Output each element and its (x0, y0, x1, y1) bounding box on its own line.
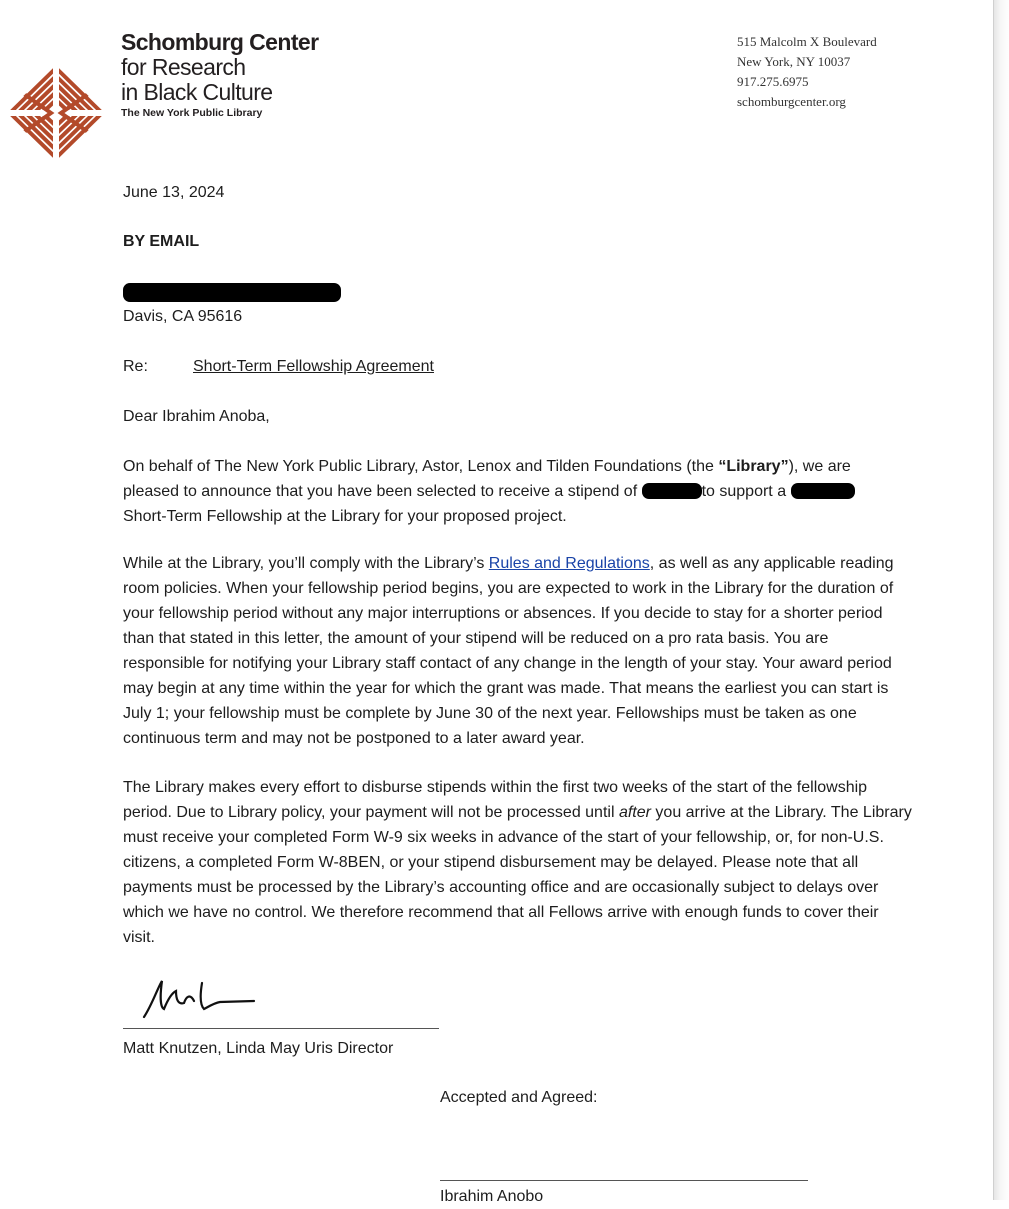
salutation: Dear Ibrahim Anoba, (123, 408, 270, 425)
p1-library-term: “Library” (718, 458, 789, 475)
p1-text-a: On behalf of The New York Public Library, Astor, Lenox and Tilden Foundations (the (123, 458, 719, 475)
duration-redacted (791, 483, 855, 499)
org-parent-name: The New York Public Library (121, 107, 263, 119)
address-website: schomburgcenter.org (737, 94, 846, 109)
address-city: New York, NY 10037 (737, 54, 851, 69)
page-edge-shadow (993, 0, 1009, 1200)
address-phone: 917.275.6975 (737, 74, 809, 89)
stipend-amount-redacted (642, 483, 702, 499)
p1-text-c: ), we are (788, 458, 851, 475)
recipient-signature-line (440, 1180, 808, 1181)
p2-text-b: , as well as any applicable reading room policies. When your fellowship period begins, you are expected to work in the Library for the duration of your fellowship period without any major interruptions or absences. If you decide to stay for a shorter period than that stated in this letter, the amount of your stipend will be reduced on a pro rata basis. You are responsible for notifying your Library staff contact of any change in the length of your stay. Your award period may begin at any time within the year for which the grant was made. That means the earliest you can start is July 1; your fellowship must be complete by June 30 of the next year. Fellowships must be taken as one continuous term and may not be postponed to a later award year. (123, 555, 894, 747)
p3-text-a: The Library makes every effort to disburse stipends within the first two weeks of the start of the fellowship period. Due to Library policy, your payment will not be processed until (123, 779, 868, 821)
signature-image (140, 975, 260, 1023)
signatory-name: Matt Knutzen, Linda May Uris Director (123, 1040, 394, 1057)
director-signature-line (123, 1028, 439, 1029)
p3-text-b: you arrive at the Library. The Library must receive your completed Form W-9 six weeks in advance of the start of your fellowship, or, for non-U.S. citizens, a completed Form W-8BEN, or your stipend disbursement may be delayed. Please note that all payments must be processed by the Library’s accounting office and are occasionally subject to delays over which we have no control. We therefore recommend that all Fellows arrive with enough funds to cover their visit. (123, 804, 912, 946)
delivery-method: BY EMAIL (123, 233, 200, 250)
org-name-line3: in Black Culture (121, 79, 273, 105)
accepted-agreed-label: Accepted and Agreed: (440, 1089, 598, 1106)
address-block (737, 32, 977, 112)
recipient-street-redacted (123, 283, 341, 304)
recipient-city: Davis, CA 95616 (123, 308, 243, 325)
re-subject: Short-Term Fellowship Agreement (193, 358, 434, 375)
paragraph-3 (123, 775, 913, 950)
p1-text-e: to support a (701, 483, 791, 500)
org-name-block (121, 30, 361, 120)
paragraph-2 (123, 551, 913, 751)
p1-text-f: Short-Term Fellowship at the Library for your proposed project. (123, 508, 567, 525)
p3-emphasis: after (618, 804, 651, 821)
p1-text-d: pleased to announce that you have been selected to receive a stipend of (123, 483, 642, 500)
org-name-line1: Schomburg Center (121, 29, 319, 55)
p2-text-a: While at the Library, you’ll comply with the Library’s (123, 555, 489, 572)
rules-and-regulations-link[interactable]: Rules and Regulations (488, 555, 650, 572)
re-label: Re: (123, 358, 148, 375)
schomburg-logo-icon (6, 64, 106, 162)
paragraph-1 (123, 454, 913, 529)
letter-date: June 13, 2024 (123, 184, 225, 201)
org-name-line2: for Research (121, 54, 246, 80)
address-street: 515 Malcolm X Boulevard (737, 34, 877, 49)
recipient-name: Ibrahim Anobo (440, 1188, 544, 1205)
